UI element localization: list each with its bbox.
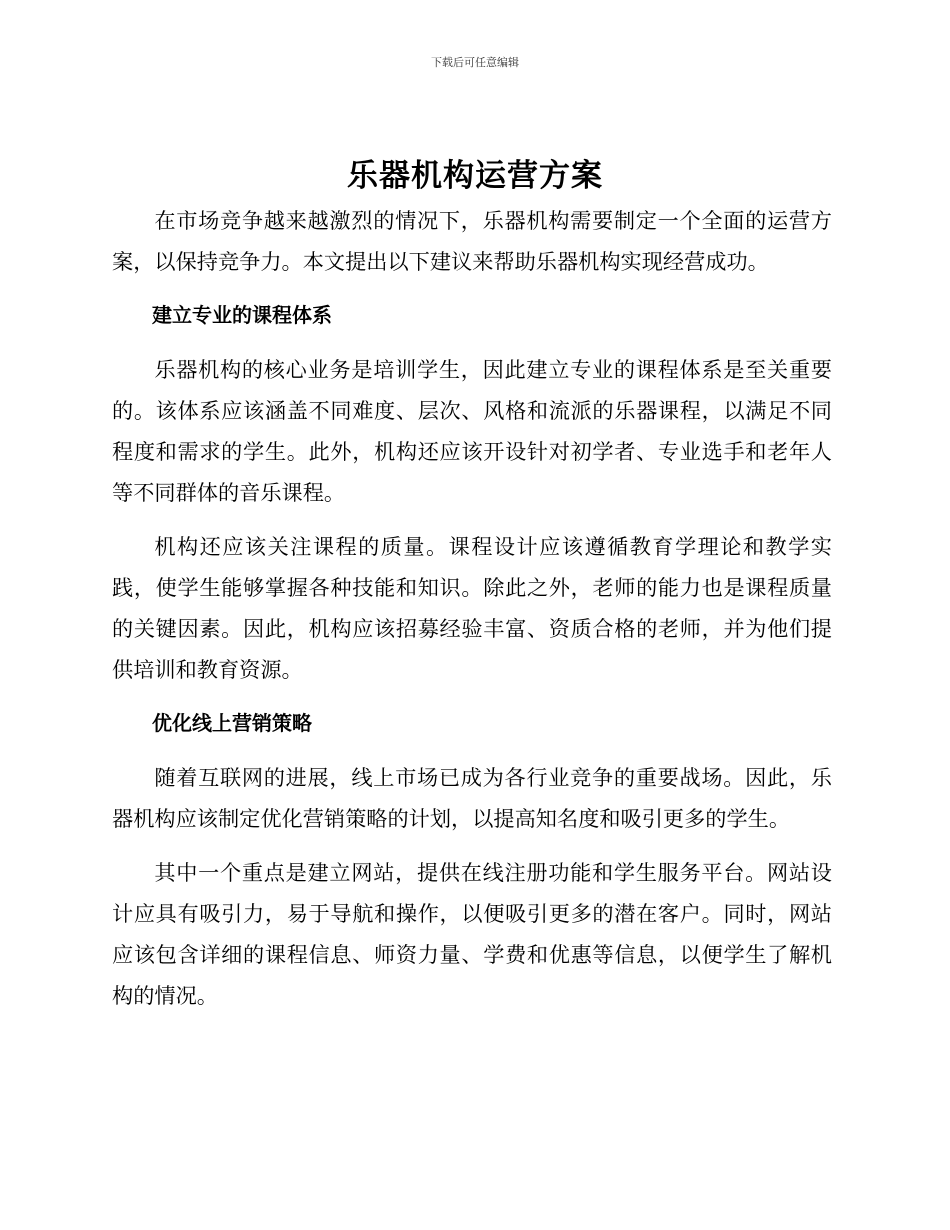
section-heading-curriculum: 建立专业的课程体系 [152, 303, 332, 327]
section-heading-marketing: 优化线上营销策略 [152, 711, 312, 735]
body-paragraph: 其中一个重点是建立网站，提供在线注册功能和学生服务平台。网站设计应具有吸引力，易于导航和操作，以便吸引更多的潜在客户。同时，网站应该包含详细的课程信息、师资力量、学费和优惠等信息，以便学生了解机构的情况。 [112, 860, 832, 1008]
body-paragraph: 乐器机构的核心业务是培训学生，因此建立专业的课程体系是至关重要的。该体系应该涵盖不同难度、层次、风格和流派的乐器课程，以满足不同程度和需求的学生。此外，机构还应该开设针对初学者、专业选手和老年人等不同群体的音乐课程。 [112, 357, 832, 505]
document-body [112, 200, 832, 1029]
body-paragraph: 随着互联网的进展，线上市场已成为各行业竞争的重要战场。因此，乐器机构应该制定优化营销策略的计划，以提高知名度和吸引更多的学生。 [112, 765, 832, 831]
header-note: 下载后可任意编辑 [431, 56, 519, 69]
intro-paragraph: 在市场竞争越来越激烈的情况下，乐器机构需要制定一个全面的运营方案，以保持竞争力。本文提出以下建议来帮助乐器机构实现经营成功。 [112, 208, 832, 274]
document-title: 乐器机构运营方案 [347, 158, 603, 194]
body-paragraph: 机构还应该关注课程的质量。课程设计应该遵循教育学理论和教学实践，使学生能够掌握各种技能和知识。除此之外，老师的能力也是课程质量的关键因素。因此，机构应该招募经验丰富、资质合格的老师，并为他们提供培训和教育资源。 [112, 534, 832, 682]
